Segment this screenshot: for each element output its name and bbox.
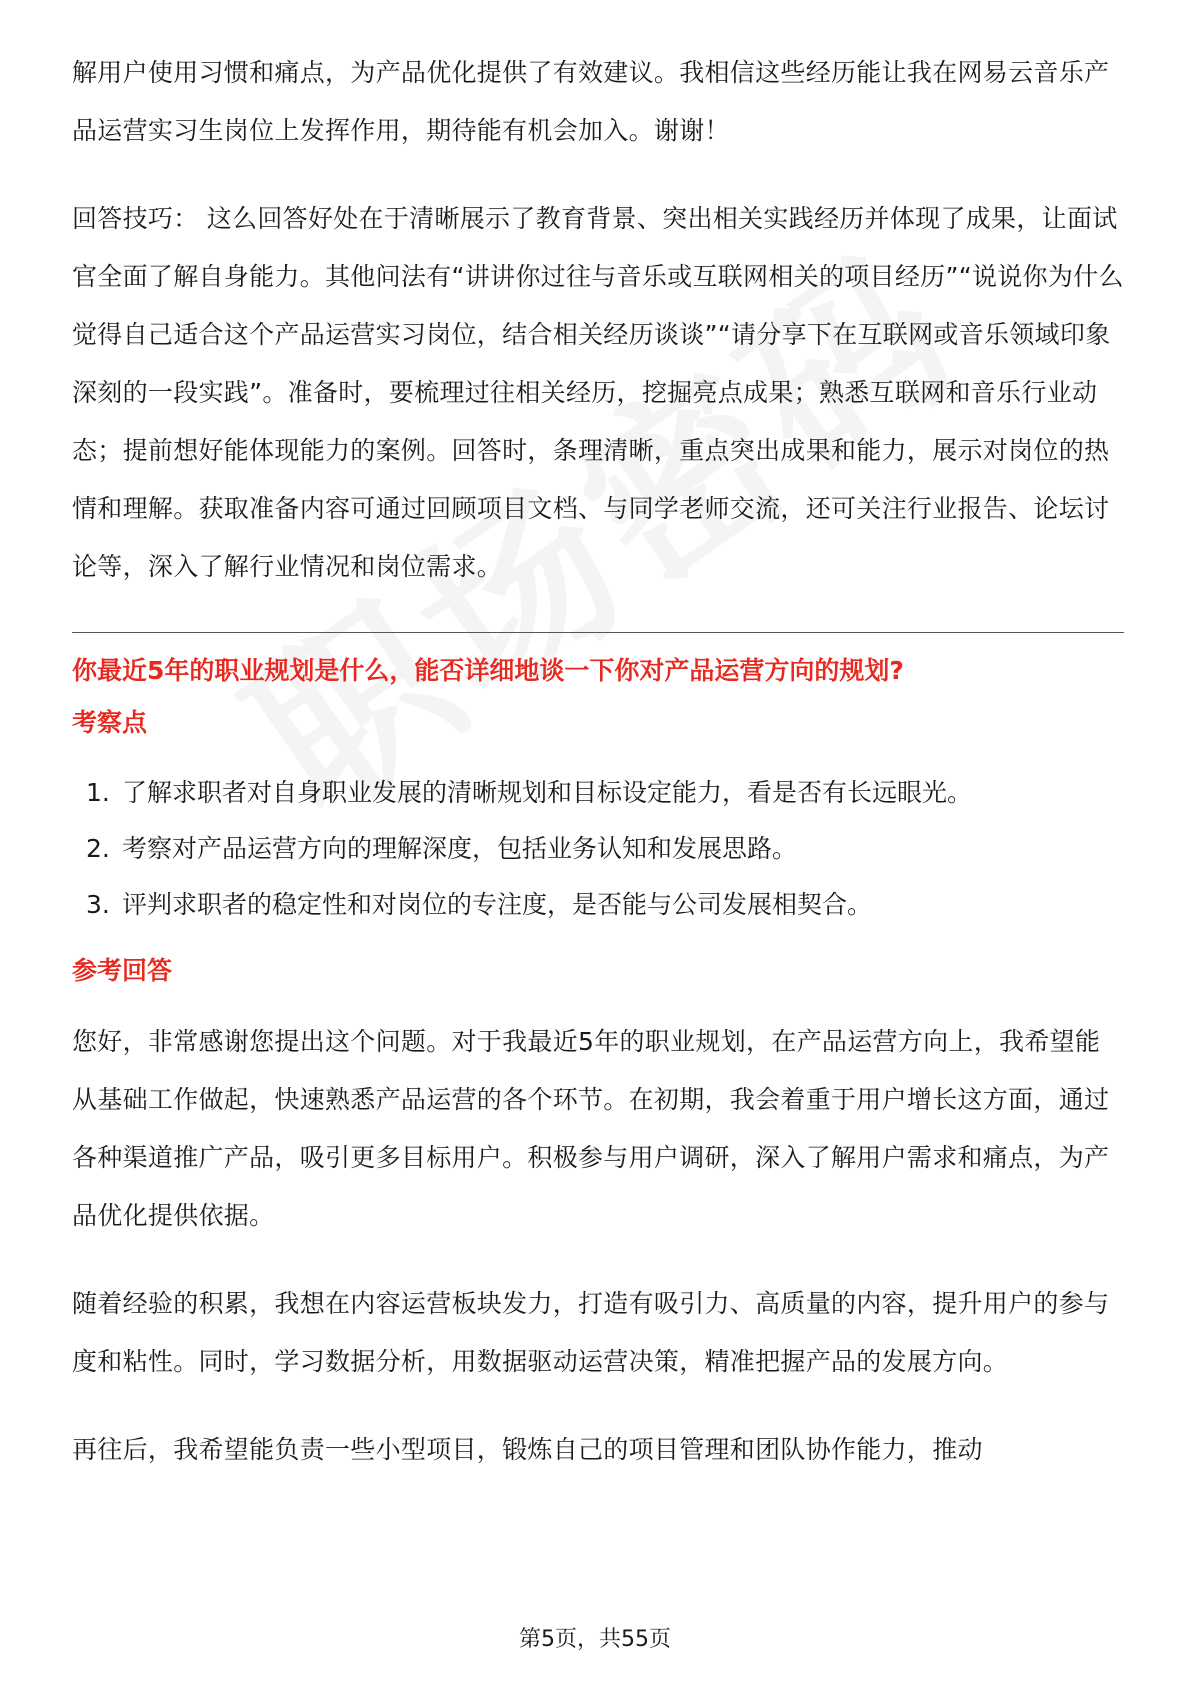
- answer-heading: 参考回答: [72, 956, 173, 985]
- inspect-heading: 考察点: [72, 708, 148, 737]
- inspect-points-list: [72, 765, 1124, 933]
- list-item-text: 考察对产品运营方向的理解深度，包括业务认知和发展思路。: [122, 834, 798, 863]
- page-footer: 第5页，共55页: [519, 1627, 671, 1652]
- list-item: [72, 765, 1124, 821]
- list-item-text: 了解求职者对自身职业发展的清晰规划和目标设定能力，看是否有长远眼光。: [122, 778, 973, 807]
- question-heading: 你最近5年的职业规划是什么，能否详细地谈一下你对产品运营方向的规划?: [72, 656, 904, 685]
- list-item: [72, 821, 1124, 877]
- answer-paragraph: 再往后，我希望能负责一些小型项目，锻炼自己的项目管理和团队协作能力，推动: [72, 1435, 983, 1464]
- list-item-number: 3.: [86, 890, 110, 919]
- list-item-number: 1.: [86, 778, 110, 807]
- intro-paragraph: 解用户使用习惯和痛点，为产品优化提供了有效建议。我相信这些经历能让我在网易云音乐产品运营实习生岗位上发挥作用，期待能有机会加入。谢谢！: [72, 58, 1110, 145]
- section-divider: [72, 632, 1124, 633]
- answer-paragraph: 随着经验的积累，我想在内容运营板块发力，打造有吸引力、高质量的内容，提升用户的参与度和粘性。同时，学习数据分析，用数据驱动运营决策，精准把握产品的发展方向。: [72, 1289, 1110, 1376]
- list-item-text: 评判求职者的稳定性和对岗位的专注度，是否能与公司发展相契合。: [122, 890, 873, 919]
- answer-paragraph: 您好，非常感谢您提出这个问题。对于我最近5年的职业规划，在产品运营方向上，我希望能从基础工作做起，快速熟悉产品运营的各个环节。在初期，我会着重于用户增长这方面，通过各种渠道推广产品，吸引更多目标用户。积极参与用户调研，深入了解用户需求和痛点，为产品优化提供依据。: [72, 1027, 1110, 1230]
- list-item-number: 2.: [86, 834, 110, 863]
- list-item: [72, 877, 1124, 933]
- document-page: [72, 44, 1124, 1479]
- tip-paragraph: 回答技巧： 这么回答好处在于清晰展示了教育背景、突出相关实践经历并体现了成果，让面试官全面了解自身能力。其他问法有“讲讲你过往与音乐或互联网相关的项目经历”“说说你为什么觉得自己适合这个产品运营实习岗位，结合相关经历谈谈”“请分享下在互联网或音乐领域印象深刻的一段实践”。准备时，要梳理过往相关经历，挖掘亮点成果；熟悉互联网和音乐行业动态；提前想好能体现能力的案例。回答时，条理清晰，重点突出成果和能力，展示对岗位的热情和理解。获取准备内容可通过回顾项目文档、与同学老师交流，还可关注行业报告、论坛讨论等，深入了解行业情况和岗位需求。: [72, 204, 1124, 581]
